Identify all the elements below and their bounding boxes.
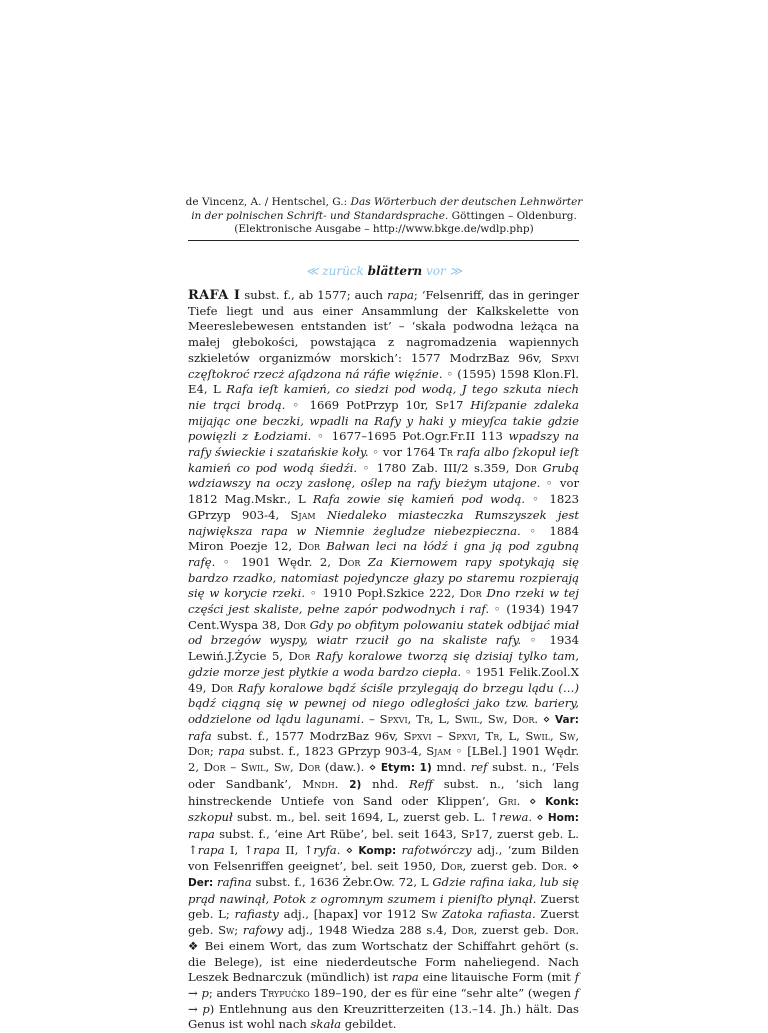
citation-header [0,196,768,237]
entry-lemma: RAFA I [188,288,241,303]
citation-title: Das Wörterbuch der deutschen Lehnwörter [350,196,583,208]
entry-body: subst. f., ab 1577; auch rapa; ‘Felsenriff, das in geringer Tiefe liegt und aus einer Ansammlung der Kalkskelette von Meereslebewesen entstanden ist’ – ‘skała podwodna leżąca na małej głebokości, powstająca z nagromadzenia wapiennych szkieletów organizmów morskich’: 1577 ModrzBaz 96v, Spxvi częſtokroć rzecż aſądzona ná ráfie więźnie. ◦ (1595) 1598 Klon.Fl. E4, L Rafa ieſt kamień, co siedzi pod wodą, J tego szkuta niech nie trąci brodą. ◦ 1669 PotPrzyp 10r, Sp17 Hiſzpanie zdaleka mijając one beczki, wpadli na Rafy y haki y mieyſca takie gdzie powięzli z Łodziami. ◦ 1677–1695 Pot.Ogr.Fr.II 113 wpadszy na rafy świeckie i szatańskie koły. ◦ vor 1764 Tr rafa albo ſzkopuł ieſt kamień co pod wodą śiedźi. ◦ 1780 Zab. III/2 s.359, Dor Grubą wdziawszy na oczy zasłonę, oślep na rafy bieżym utajone. ◦ vor 1812 Mag.Mskr., L Rafa zowie się kamień pod wodą. ◦ 1823 GPrzyp 903-4, Sjam Niedaleko miasteczka Rumszyszek jest największa rapa w Niemnie żegludze niebezpieczna. ◦ 1884 Miron Poezje 12, Dor Bałwan leci na łódź i gna ją pod zgubną rafę. ◦ 1901 Wędr. 2, Dor Za Kiernowem rapy spotykają się bardzo rzadko, natomiast pojedyncze głazy po staremu rozpierają się w korycie rzeki. ◦ 1910 Popł.Szkice 222, Dor Dno rzeki w tej części jest skaliste, pełne zapór podwodnych i raf. ◦ (1934) 1947 Cent.Wyspa 38, Dor Gdy po obfitym polowaniu statek odbijać miał od brzegów wyspy, wiatr rzucił go na skaliste rafy. ◦ 1934 Lewiń.J.Życie 5, Dor Rafy koralowe tworzą się dzisiaj tylko tam, gdzie morze jest płytkie a woda bardzo ciepła. ◦ 1951 Felik.Zool.X 49, Dor Rafy koralowe bądź ściśle przylegają do brzegu lądu (…) bądź ciągną się w pewnej od niego odległości jako tzw. bariery, oddzielone od lądu lagunami. – Spxvi, Tr, L, Swil, Sw, Dor. ⋄ Var: rafa subst. f., 1577 ModrzBaz 96v, Spxvi – Spxvi, Tr, L, Swil, Sw, Dor; rapa subst. f., 1823 GPrzyp 903-4, Sjam ◦ [LBel.] 1901 Wędr. 2, Dor – Swil, Sw, Dor (daw.). ⋄ Etym: 1) mnd. ref subst. n., ‘Fels oder Sandbank’, Mndh. 2) nhd. Reff subst. n., ‘sich lang hinstreckende Untiefe von Sand oder Klippen’, Gri. ⋄ Konk: szkopuł subst. m., bel. seit 1694, L, zuerst geb. L. ↑rewa. ⋄ Hom: rapa subst. f., ‘eine Art Rübe’, bel. seit 1643, Sp17, zuerst geb. L. ↑rapa I, ↑rapa II, ↑ryfa. ⋄ Komp: rafotwórczy adj., ‘zum Bilden von Felsenriffen geeignet’, bel. seit 1950, Dor, zuerst geb. Dor. ⋄ Der: rafina subst. f., 1636 Żebr.Ow. 72, L Gdzie rafina iaka, lub się prąd nawinął, Potok z ogromnym szumem i pieniſto płynął. Zuerst geb. L; rafiasty adj., [hapax] vor 1912 Sw Zatoka rafiasta. Zuerst geb. Sw; rafowy adj., 1948 Wiedza 288 s.4, Dor, zuerst geb. Dor. ❖ Bei einem Wort, das zum Wortschatz der Schiffahrt gehört (s. die Belege), ist eine niederdeutsche Form naheliegend. Nach Leszek Bednarczuk (mündlich) ist rapa eine litauische Form (mit f → p; anders Trypućko 189–190, der es für eine “sehr alte” (wegen f → p) Entlehnung aus den Kreuzritterzeiten (13.–14. Jh.) hält. Das Genus ist wohl nach skała gebildet. [188,288,580,1032]
browse-label: blättern [367,264,423,278]
page-navigation [0,264,768,278]
citation-edition: (Elektronische Ausgabe – http://www.bkge.de/wdlp.php) [234,223,534,235]
citation-line-2 [0,210,768,224]
header-divider [188,240,579,241]
citation-title-cont: in der polnischen Schrift- und Standardsprache. [191,209,449,222]
citation-line-1 [0,196,768,210]
citation-authors: de Vincenz, A. / Hentschel, G.: [185,196,351,208]
dictionary-entry [188,288,579,1033]
forward-link[interactable]: vor ≫ [425,264,463,278]
back-link[interactable]: ≪ zurück [305,264,364,278]
citation-publisher: Göttingen – Oldenburg. [448,209,577,222]
